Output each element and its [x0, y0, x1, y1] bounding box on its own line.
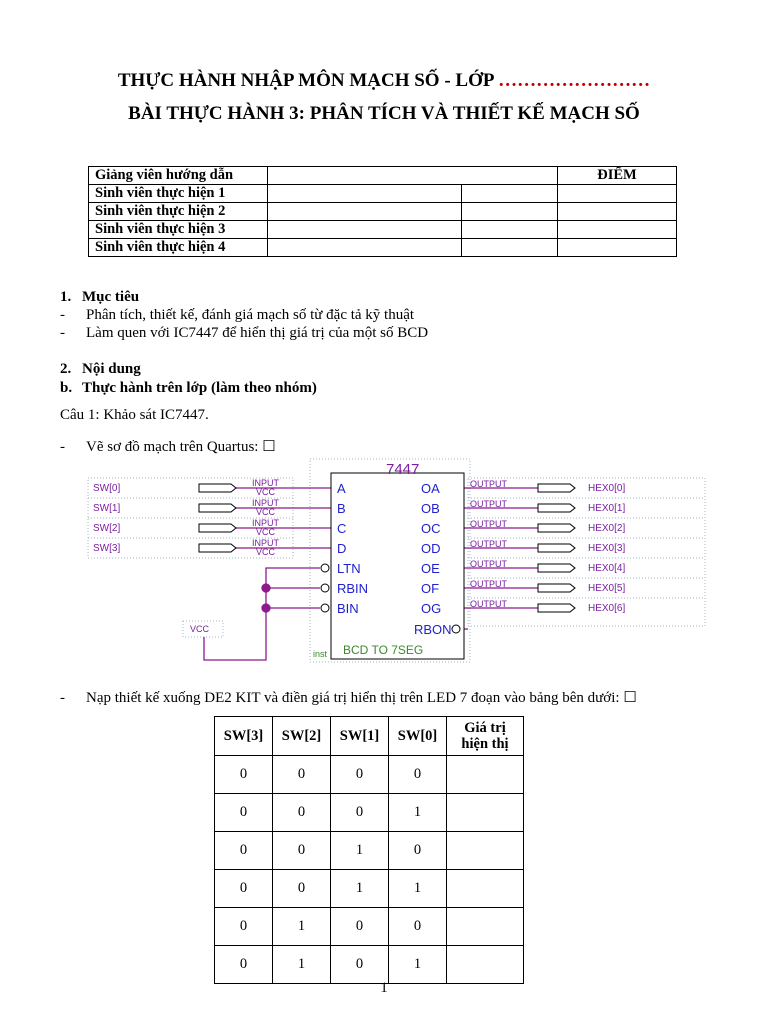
section-1-number: 1.	[60, 289, 72, 305]
chip-description: BCD TO 7SEG	[343, 643, 424, 657]
input-vcc-label: VCC	[256, 487, 276, 497]
bit-cell: 0	[331, 946, 389, 984]
truth-table	[214, 716, 524, 984]
display-value-cell[interactable]	[447, 794, 524, 832]
question-1: Câu 1: Khảo sát IC7447.	[60, 407, 209, 423]
table-row	[215, 870, 524, 908]
table-row	[215, 946, 524, 984]
bit-cell: 1	[389, 946, 447, 984]
col-display-value	[447, 717, 524, 756]
bit-cell: 1	[389, 870, 447, 908]
display-value-cell[interactable]	[447, 870, 524, 908]
output-port-label: OUTPUT	[470, 479, 507, 489]
output-port-shape	[538, 524, 575, 532]
output-pin-name: HEX0[6]	[588, 603, 626, 614]
section-2-number: 2.	[60, 361, 72, 377]
input-port-label: INPUT	[252, 518, 279, 528]
student-1-name-cell[interactable]	[268, 185, 462, 203]
left-pin-label: B	[337, 501, 346, 516]
inverted-pin-bubble	[321, 564, 329, 572]
student-2-name-cell[interactable]	[268, 203, 462, 221]
section-1-title: Mục tiêu	[82, 289, 140, 305]
bit-cell: 1	[273, 946, 331, 984]
output-port-label: OUTPUT	[470, 519, 507, 529]
step-load-kit: - Nạp thiết kế xuống DE2 KIT và điền giá trị hiển thị trên LED 7 đoạn vào bảng bên dưới: ☐	[60, 690, 637, 706]
rbon-bubble	[452, 625, 460, 633]
student-2-label: Sinh viên thực hiện 2	[89, 203, 268, 221]
page-title-1	[0, 70, 768, 92]
right-pin-label: OG	[421, 601, 442, 616]
bit-cell: 0	[273, 832, 331, 870]
input-vcc-label: VCC	[256, 527, 276, 537]
bit-cell: 0	[273, 870, 331, 908]
step-draw-circuit: - Vẽ sơ đồ mạch trên Quartus: ☐	[60, 439, 276, 455]
display-value-cell[interactable]	[447, 908, 524, 946]
vcc-source-label: VCC	[190, 624, 210, 634]
circuit-schematic	[0, 455, 768, 665]
bit-cell: 0	[273, 794, 331, 832]
objective-text-1: Phân tích, thiết kế, đánh giá mạch số từ đặc tả kỹ thuật	[86, 307, 415, 323]
output-pin-name: HEX0[3]	[588, 543, 626, 554]
right-pin-label: OD	[421, 541, 441, 556]
col-sw0: SW[0]	[389, 717, 447, 756]
section-2-title: Nội dung	[82, 361, 141, 377]
student-4-label: Sinh viên thực hiện 4	[89, 239, 268, 257]
bit-cell: 1	[331, 870, 389, 908]
student-1-score-cell[interactable]	[558, 185, 677, 203]
input-pin-name: SW[0]	[93, 483, 121, 494]
bit-cell: 0	[331, 908, 389, 946]
col-display-line1: Giá trị	[464, 720, 506, 736]
instructor-label: Giảng viên hướng dẫn	[89, 167, 268, 185]
objective-item-1: - Phân tích, thiết kế, đánh giá mạch số từ đặc tả kỹ thuật	[60, 307, 415, 323]
student-4-name-cell[interactable]	[268, 239, 462, 257]
student-3-score-cell[interactable]	[558, 221, 677, 239]
output-port-shape	[538, 484, 575, 492]
table-row	[215, 756, 524, 794]
input-pin-name: SW[3]	[93, 543, 121, 554]
output-port-label: OUTPUT	[470, 559, 507, 569]
col-display-line2: hiện thị	[461, 736, 509, 752]
display-value-cell[interactable]	[447, 832, 524, 870]
inverted-pin-bubble	[321, 604, 329, 612]
instance-label: inst	[313, 649, 328, 659]
student-1-id-cell[interactable]	[462, 185, 558, 203]
page-title-2: BÀI THỰC HÀNH 3: PHÂN TÍCH VÀ THIẾT KẾ MẠCH SỐ	[128, 103, 640, 124]
left-pin-label: RBIN	[337, 581, 369, 596]
instructor-cell[interactable]	[268, 167, 558, 185]
info-table	[88, 166, 677, 257]
subsection-b-heading	[60, 380, 317, 397]
output-pin-name: HEX0[4]	[588, 563, 626, 574]
student-3-label: Sinh viên thực hiện 3	[89, 221, 268, 239]
bit-cell: 0	[389, 832, 447, 870]
subsection-b-number: b.	[60, 380, 73, 396]
chip-name: 7447	[386, 461, 420, 478]
bit-cell: 0	[215, 946, 273, 984]
right-pin-label: OB	[421, 501, 440, 516]
input-port-label: INPUT	[252, 538, 279, 548]
bit-cell: 1	[389, 794, 447, 832]
output-pin-name: HEX0[2]	[588, 523, 626, 534]
output-pin-name: HEX0[5]	[588, 583, 626, 594]
bit-cell: 0	[215, 832, 273, 870]
output-port-label: OUTPUT	[470, 579, 507, 589]
input-vcc-label: VCC	[256, 507, 276, 517]
bit-cell: 0	[215, 756, 273, 794]
output-port-shape	[538, 504, 575, 512]
input-port-shape	[199, 504, 236, 512]
student-3-name-cell[interactable]	[268, 221, 462, 239]
col-sw2: SW[2]	[273, 717, 331, 756]
score-header: ĐIỂM	[558, 167, 677, 185]
output-pin-name: HEX0[0]	[588, 483, 626, 494]
output-port-shape	[538, 604, 575, 612]
student-4-score-cell[interactable]	[558, 239, 677, 257]
vcc-source[interactable]	[190, 624, 210, 634]
class-blank-dots: ……………………	[498, 70, 651, 91]
display-value-cell[interactable]	[447, 946, 524, 984]
page-number: 1	[380, 980, 388, 996]
output-port-shape	[538, 584, 575, 592]
objective-text-2: Làm quen với IC7447 để hiển thị giá trị của một số BCD	[86, 325, 429, 341]
input-pin-name: SW[2]	[93, 523, 121, 534]
bit-cell: 0	[273, 756, 331, 794]
bit-cell: 0	[331, 794, 389, 832]
table-row	[215, 794, 524, 832]
inverted-pin-bubble	[321, 584, 329, 592]
output-pin-name: HEX0[1]	[588, 503, 626, 514]
input-port-shape	[199, 544, 236, 552]
input-port-label: INPUT	[252, 478, 279, 488]
step-draw-text: Vẽ sơ đồ mạch trên Quartus: ☐	[86, 439, 276, 455]
junction-dot	[262, 604, 270, 612]
input-port-shape	[199, 484, 236, 492]
bit-cell: 0	[215, 908, 273, 946]
col-sw3: SW[3]	[215, 717, 273, 756]
bit-cell: 0	[331, 756, 389, 794]
output-port-label: OUTPUT	[470, 599, 507, 609]
output-port-label: OUTPUT	[470, 499, 507, 509]
student-1-label: Sinh viên thực hiện 1	[89, 185, 268, 203]
left-pin-label: D	[337, 541, 347, 556]
bit-cell: 1	[331, 832, 389, 870]
output-port-shape	[538, 564, 575, 572]
student-4-id-cell[interactable]	[462, 239, 558, 257]
bit-cell: 0	[389, 756, 447, 794]
left-pin-label: C	[337, 521, 347, 536]
objective-item-2: - Làm quen với IC7447 để hiển thị giá trị của một số BCD	[60, 325, 429, 341]
section-1-heading	[60, 289, 139, 306]
table-row	[215, 832, 524, 870]
student-2-id-cell[interactable]	[462, 203, 558, 221]
input-vcc-label: VCC	[256, 547, 276, 557]
display-value-cell[interactable]	[447, 756, 524, 794]
input-pin-name: SW[1]	[93, 503, 121, 514]
bit-cell: 0	[389, 908, 447, 946]
output-port-label: OUTPUT	[470, 539, 507, 549]
right-pin-label: OF	[421, 581, 440, 596]
section-2-heading	[60, 361, 141, 378]
vcc-wire	[204, 608, 266, 660]
step-load-text: Nạp thiết kế xuống DE2 KIT và điền giá trị hiển thị trên LED 7 đoạn vào bảng bên dưới: ☐	[86, 690, 637, 706]
output-port-shape	[538, 544, 575, 552]
bit-cell: 0	[215, 870, 273, 908]
input-port-label: INPUT	[252, 498, 279, 508]
right-pin-label: OC	[421, 521, 441, 536]
left-pin-label: BIN	[337, 601, 359, 616]
col-sw1: SW[1]	[331, 717, 389, 756]
right-pin-label: OE	[421, 561, 440, 576]
right-pin-label: RBON	[414, 622, 452, 637]
student-2-score-cell[interactable]	[558, 203, 677, 221]
left-pin-label: A	[337, 481, 346, 496]
title-text: THỰC HÀNH NHẬP MÔN MẠCH SỐ - LỚP	[117, 70, 499, 91]
bit-cell: 1	[273, 908, 331, 946]
junction-dot	[262, 584, 270, 592]
subsection-b-title: Thực hành trên lớp (làm theo nhóm)	[82, 380, 317, 396]
student-3-id-cell[interactable]	[462, 221, 558, 239]
left-pin-label: LTN	[337, 561, 361, 576]
right-pin-label: OA	[421, 481, 440, 496]
input-port-shape	[199, 524, 236, 532]
bit-cell: 0	[215, 794, 273, 832]
table-row	[215, 908, 524, 946]
